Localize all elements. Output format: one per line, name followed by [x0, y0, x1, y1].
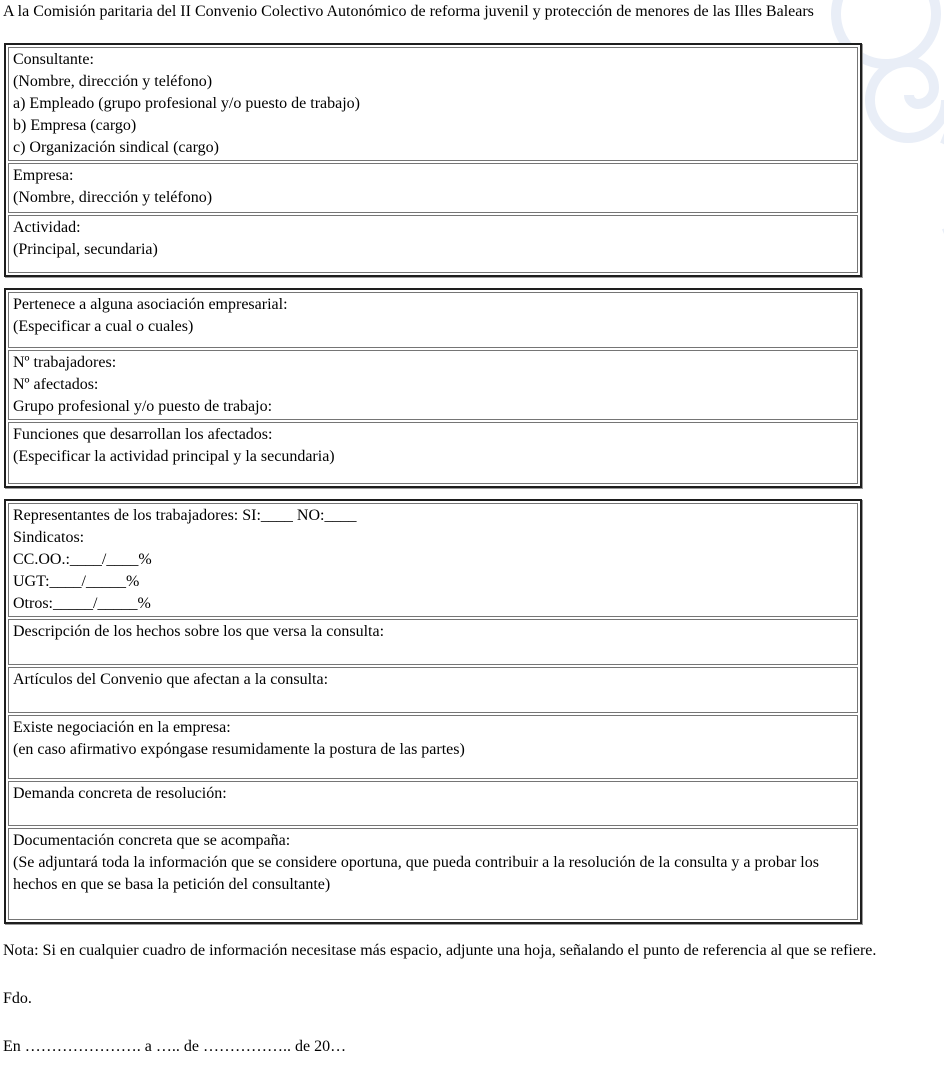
form-cell-actividad [8, 215, 858, 273]
form-row-trabajadores [8, 350, 858, 420]
form-cell-descripcion [8, 619, 858, 665]
form-line: Consultante: [13, 51, 94, 68]
form-line: Nº trabajadores: [13, 354, 117, 371]
form-line: Otros:_____/_____% [13, 595, 151, 612]
form-line: CC.OO.:____/____% [13, 551, 152, 568]
form-line: Existe negociación en la empresa: [13, 719, 231, 736]
form-line: Grupo profesional y/o puesto de trabajo: [13, 398, 273, 415]
form-line: Actividad: [13, 219, 81, 236]
form-line: UGT:____/_____% [13, 573, 140, 590]
form-line: b) Empresa (cargo) [13, 117, 137, 134]
form-line: Sindicatos: [13, 529, 85, 546]
form-row-descripcion [8, 619, 858, 665]
form-line: Funciones que desarrollan los afectados: [13, 426, 273, 443]
form-line: Nº afectados: [13, 376, 99, 393]
page-title: A la Comisión paritaria del II Convenio Colectivo Autonómico de reforma juvenil y protección de menores de las Illes Balears [3, 3, 814, 20]
form-row-articulos [8, 667, 858, 713]
form-line: (Principal, secundaria) [13, 241, 158, 258]
form-cell-trabajadores [8, 350, 858, 420]
form-line: (Especificar a cual o cuales) [13, 318, 194, 335]
form-row-demanda [8, 781, 858, 826]
form-line: Empresa: [13, 167, 74, 184]
form-line: Pertenece a alguna asociación empresarial: [13, 296, 288, 313]
form-table-1 [4, 43, 862, 277]
form-line: (en caso afirmativo expóngase resumidamente la postura de las partes) [13, 741, 465, 758]
form-cell-funciones [8, 422, 858, 484]
form-table-2 [4, 288, 862, 488]
form-cell-negociacion [8, 715, 858, 779]
form-row-representantes [8, 503, 858, 617]
form-line: c) Organización sindical (cargo) [13, 139, 219, 156]
form-line: Representantes de los trabajadores: SI:____ NO:____ [13, 507, 357, 524]
form-row-negociacion [8, 715, 858, 779]
form-line: (Se adjuntará toda la información que se considere oportuna, que pueda contribuir a la resolución de la consulta y a probar los hechos en que se basa la petición del consultante) [13, 854, 823, 893]
date-line: En …………………. a ….. de …………….. de 20… [3, 1038, 347, 1055]
form-row-empresa [8, 163, 858, 213]
form-cell-empresa [8, 163, 858, 213]
form-row-actividad [8, 215, 858, 273]
form-row-funciones [8, 422, 858, 484]
form-table-3 [4, 499, 862, 924]
form-row-consultante [8, 47, 858, 161]
form-row-asociacion [8, 292, 858, 348]
form-line: Demanda concreta de resolución: [13, 785, 227, 802]
form-cell-documentacion [8, 828, 858, 920]
note-text: Nota: Si en cualquier cuadro de información necesitase más espacio, adjunte una hoja, señalando el punto de referencia al que se refiere. [3, 942, 877, 959]
form-line: Descripción de los hechos sobre los que versa la consulta: [13, 623, 385, 640]
form-cell-articulos [8, 667, 858, 713]
form-line: (Nombre, dirección y teléfono) [13, 189, 213, 206]
form-cell-demanda [8, 781, 858, 826]
form-line: (Especificar la actividad principal y la secundaria) [13, 448, 335, 465]
form-row-documentacion [8, 828, 858, 920]
form-cell-asociacion [8, 292, 858, 348]
form-line: Artículos del Convenio que afectan a la consulta: [13, 671, 329, 688]
signature-label: Fdo. [3, 990, 32, 1007]
form-line: (Nombre, dirección y teléfono) [13, 73, 213, 90]
form-cell-representantes [8, 503, 858, 617]
form-line: Documentación concreta que se acompaña: [13, 832, 291, 849]
form-line: a) Empleado (grupo profesional y/o puesto de trabajo) [13, 95, 360, 112]
form-cell-consultante [8, 47, 858, 161]
